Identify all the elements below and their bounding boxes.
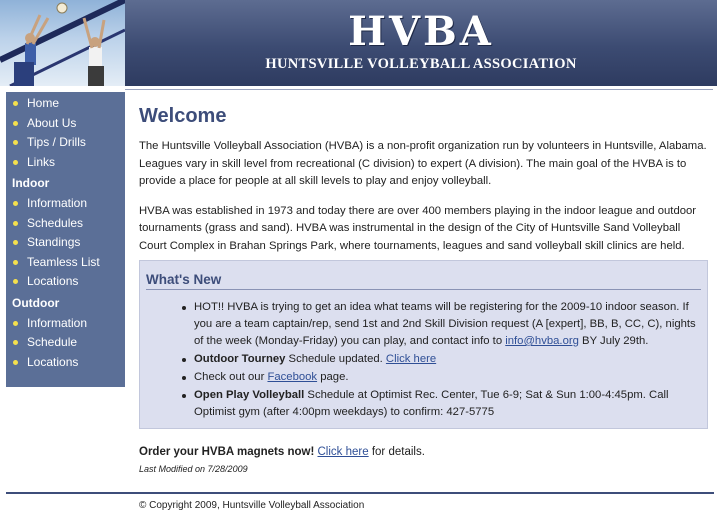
news-item-text: Schedule updated. xyxy=(285,353,386,365)
sidebar-item-outdoor-schedule[interactable] xyxy=(6,333,125,353)
hvba-logo[interactable]: HVBA xyxy=(348,8,494,55)
order-magnets-tail: for details. xyxy=(368,446,425,458)
sidebar-item-label: Teamless List xyxy=(27,254,100,269)
facebook-link[interactable]: Facebook xyxy=(267,371,318,383)
sidebar-item-indoor-schedules[interactable] xyxy=(6,214,125,234)
bullet-icon xyxy=(13,221,18,226)
bullet-icon xyxy=(13,140,18,145)
sidebar-item-label: Standings xyxy=(27,235,81,249)
bullet-icon xyxy=(13,121,18,126)
sidebar-item-label: Schedule xyxy=(27,335,78,349)
news-item-text: Schedule at Optimist Rec. Center, Tue 6-9; Sat & Sun 1:00-4:45pm. Call Optimist gym (after 4:00pm weekdays) to confirm: 427-5775 xyxy=(194,389,669,418)
news-item-bold: Open Play Volleyball xyxy=(194,389,305,401)
news-item-bold: Outdoor Tourney xyxy=(194,353,286,365)
whats-new-box xyxy=(139,260,708,429)
bullet-icon xyxy=(13,321,18,326)
history-paragraph: HVBA was established in 1973 and today there are over 400 members playing in the indoor league and outdoor tournaments (grass and sand). HVBA was instrumental in the design of the City of Huntsville Sand Volleyball Court Complex in Brahan Springs Park, where tournaments, leagues and sand volleyball skill clinics are held. xyxy=(139,204,697,252)
sidebar-item-label: About Us xyxy=(27,115,77,130)
header-divider xyxy=(125,89,713,90)
bullet-icon xyxy=(13,260,18,265)
bullet-icon xyxy=(182,394,186,398)
whats-new-divider xyxy=(146,289,701,290)
outdoor-tourney-link[interactable]: Click here xyxy=(385,353,437,365)
news-item-text: Check out our xyxy=(194,371,268,383)
sidebar-item-label: Locations xyxy=(27,354,79,369)
news-item-text: HOT!! HVBA is trying to get an idea what teams will be registering for the 2009-10 indoor season. If you are a team captain/rep, send 1st and 2nd Skill Division request (A [expert], BB, B, CC, C), nights of the week (Monday-Friday) you can play, and contact info to xyxy=(194,301,696,347)
bullet-icon xyxy=(13,201,18,206)
volleyball-players-photo xyxy=(0,0,125,86)
bullet-icon xyxy=(13,340,18,345)
news-item xyxy=(178,387,702,422)
whats-new-title: What's New xyxy=(146,272,222,287)
sidebar-item-links[interactable] xyxy=(6,153,125,173)
site-subtitle: HUNTSVILLE VOLLEYBALL ASSOCIATION xyxy=(265,56,577,72)
sidebar-item-indoor-locations[interactable] xyxy=(6,272,125,292)
order-magnets-link[interactable]: Click here xyxy=(317,446,369,458)
sidebar-item-label: Schedules xyxy=(27,215,84,230)
order-magnets-bold: Order your HVBA magnets now! xyxy=(139,446,315,458)
sidebar-item-indoor-standings[interactable] xyxy=(6,233,125,253)
email-link[interactable]: info@hvba.org xyxy=(505,335,579,347)
sidebar-item-home[interactable] xyxy=(6,94,125,114)
news-list xyxy=(178,299,702,422)
sidebar-item-label: Information xyxy=(27,196,88,210)
news-item xyxy=(178,351,702,369)
intro-paragraph: The Huntsville Volleyball Association (HVBA) is a non-profit organization run by volunteers in Huntsville, Alabama. Leagues vary in skill level from recreational (C division) to expert (A division). The main goal of the HVBA is to provide a place for people at all skill levels to play and enjoy volleyball. xyxy=(139,140,707,187)
news-item xyxy=(178,369,702,387)
bullet-icon xyxy=(13,101,18,106)
bullet-icon xyxy=(182,376,186,380)
bullet-icon xyxy=(13,160,18,165)
sidebar-item-label: Home xyxy=(27,96,60,110)
bullet-icon xyxy=(13,279,18,284)
last-modified: Last Modified on 7/28/2009 xyxy=(139,464,248,474)
order-magnets-line xyxy=(139,446,425,458)
footer-divider xyxy=(6,492,714,494)
sidebar-heading-outdoor: Outdoor xyxy=(12,295,60,310)
sidebar-item-indoor-teamless-list[interactable] xyxy=(6,253,125,273)
sidebar-item-label: Tips / Drills xyxy=(27,135,86,149)
sidebar-item-outdoor-locations[interactable] xyxy=(6,353,125,373)
sidebar-item-label: Locations xyxy=(27,274,79,288)
sidebar-item-outdoor-information[interactable] xyxy=(6,314,125,334)
sidebar-item-tips-drills[interactable] xyxy=(6,133,125,153)
news-item-text: BY July 29th. xyxy=(578,335,649,347)
bullet-icon xyxy=(182,306,186,310)
sidebar-item-label: Links xyxy=(27,154,56,169)
page-title: Welcome xyxy=(139,105,227,127)
sidebar-item-label: Information xyxy=(27,315,88,330)
site-header xyxy=(0,0,720,86)
volleyball-photo-illustration xyxy=(0,0,125,86)
news-item-text: page. xyxy=(317,371,349,383)
header-banner xyxy=(125,0,717,86)
sidebar-item-about-us[interactable] xyxy=(6,114,125,134)
sidebar-item-indoor-information[interactable] xyxy=(6,194,125,214)
bullet-icon xyxy=(13,240,18,245)
main-content xyxy=(139,100,711,267)
sidebar-heading-indoor: Indoor xyxy=(12,176,50,190)
sidebar-nav xyxy=(6,92,125,387)
bullet-icon xyxy=(182,358,186,362)
bullet-icon xyxy=(13,360,18,365)
copyright: © Copyright 2009, Huntsville Volleyball Association xyxy=(139,500,365,511)
news-item xyxy=(178,299,702,351)
